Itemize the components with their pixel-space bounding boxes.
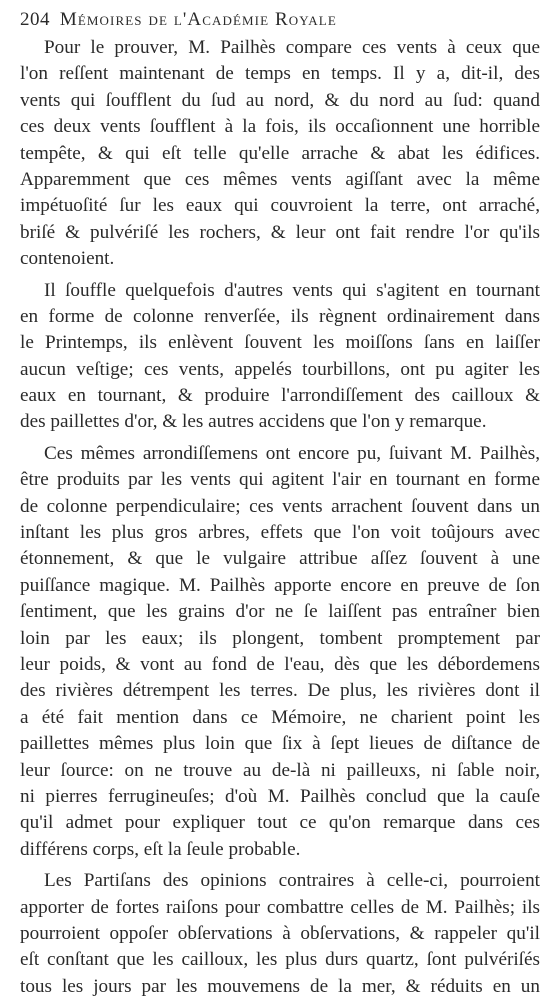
text-line: eaux en tournant, & produire l'arrondiſſement des cailloux & (20, 385, 540, 407)
text-line: contenoient. (20, 248, 115, 270)
paragraph (20, 35, 540, 273)
text-line: apporter de fortes raiſons pour combattre celles de M. Pailhès; ils (20, 896, 540, 918)
running-title: Mémoires de l'Académie Royale (59, 9, 337, 30)
text-line: leur poids, & vont au fond de l'eau, dès que les débordemens (20, 653, 540, 675)
text-line: ces deux vents ſoufflent à la fois, ils occaſionnent une horrible (20, 116, 540, 138)
text-line: ni pierres ferrugineuſes; d'où M. Pailhès conclud que la cauſe (20, 785, 540, 807)
text-line: a été fait mention dans ce Mémoire, ne charient point les (20, 706, 540, 728)
running-head (20, 6, 540, 34)
text-line: pourroient oppoſer obſervations à obſervations, & rappeler qu'il (20, 922, 540, 944)
text-line: inſtant les plus gros arbres, effets que l'on voit toûjours avec (20, 522, 540, 544)
page-number: 204 (20, 9, 50, 30)
text-line: le Printemps, ils enlèvent ſouvent les moiſſons ſans en laiſſer (20, 332, 540, 354)
text-line: puiſſance magique. M. Pailhès apporte encore en preuve de ſon (20, 574, 540, 596)
text-line: des paillettes d'or, & les autres accidens que l'on y remarque. (20, 411, 487, 433)
book-page (20, 6, 540, 1000)
text-line: étonnement, & que le vulgaire attribue aſſez ſouvent à une (20, 548, 540, 570)
text-line: tempête, & qui eſt telle qu'elle arrache & abat les édifices. (20, 142, 540, 164)
text-line: Pour le prouver, M. Pailhès compare ces vents à ceux que (44, 37, 540, 58)
paragraph (20, 278, 540, 436)
text-line: loin par les eaux; ils plongent, tombent promptement par (20, 627, 540, 649)
text-line: Les Partiſans des opinions contraires à celle-ci, pourroient (44, 870, 540, 892)
text-line: qu'il admet pour expliquer tout ce qu'on remarque dans ces (20, 812, 540, 834)
text-line: Il ſouffle quelquefois d'autres vents qui s'agitent en tournant (44, 279, 540, 301)
text-line: aucun veſtige; ces vents, appelés tourbillons, ont pu agiter les (20, 358, 540, 380)
text-line: leur ſource: on ne trouve au de-là ni pailleuxs, ni ſable noir, (20, 759, 540, 781)
text-line: paillettes mêmes plus loin que ſix à ſept lieues de diſtance de (20, 733, 540, 755)
text-line: Apparemment que ces mêmes vents agiſſant avec la même (20, 168, 540, 190)
body-text (20, 35, 540, 1000)
text-line: différens corps, eſt la ſeule probable. (20, 838, 301, 860)
text-line: vents qui ſoufflent du ſud au nord, & du nord au ſud: quand (20, 89, 540, 111)
text-line: briſé & pulvériſé les rochers, & leur ont fait rendre l'or qu'ils (20, 221, 540, 243)
text-line: tous les jours par les mouvemens de la mer, & réduits en un (20, 975, 540, 997)
text-line: eſt conſtant que les cailloux, les plus durs quartz, ſont pulvériſés (20, 949, 540, 971)
text-line: en forme de colonne renverſée, ils règnent ordinairement dans (20, 305, 540, 327)
text-line: être produits par les vents qui agitent l'air en tournant en forme (20, 469, 540, 491)
paragraph (20, 868, 540, 1000)
text-line: impétuoſité ſur les eaux qui couvroient la terre, ont arraché, (20, 195, 540, 217)
text-line: de colonne perpendiculaire; ces vents arrachent ſouvent dans un (20, 495, 540, 517)
text-line: des rivières détrempent les terres. De plus, les rivières dont il (20, 680, 540, 702)
paragraph (20, 441, 540, 863)
text-line: ſentiment, que les grains d'or ne ſe laiſſent pas entraîner bien (20, 601, 540, 623)
text-line: l'on reſſent maintenant de temps en temps. Il y a, dit-il, des (20, 63, 540, 85)
text-line: Ces mêmes arrondiſſemens ont encore pu, ſuivant M. Pailhès, (44, 442, 540, 464)
